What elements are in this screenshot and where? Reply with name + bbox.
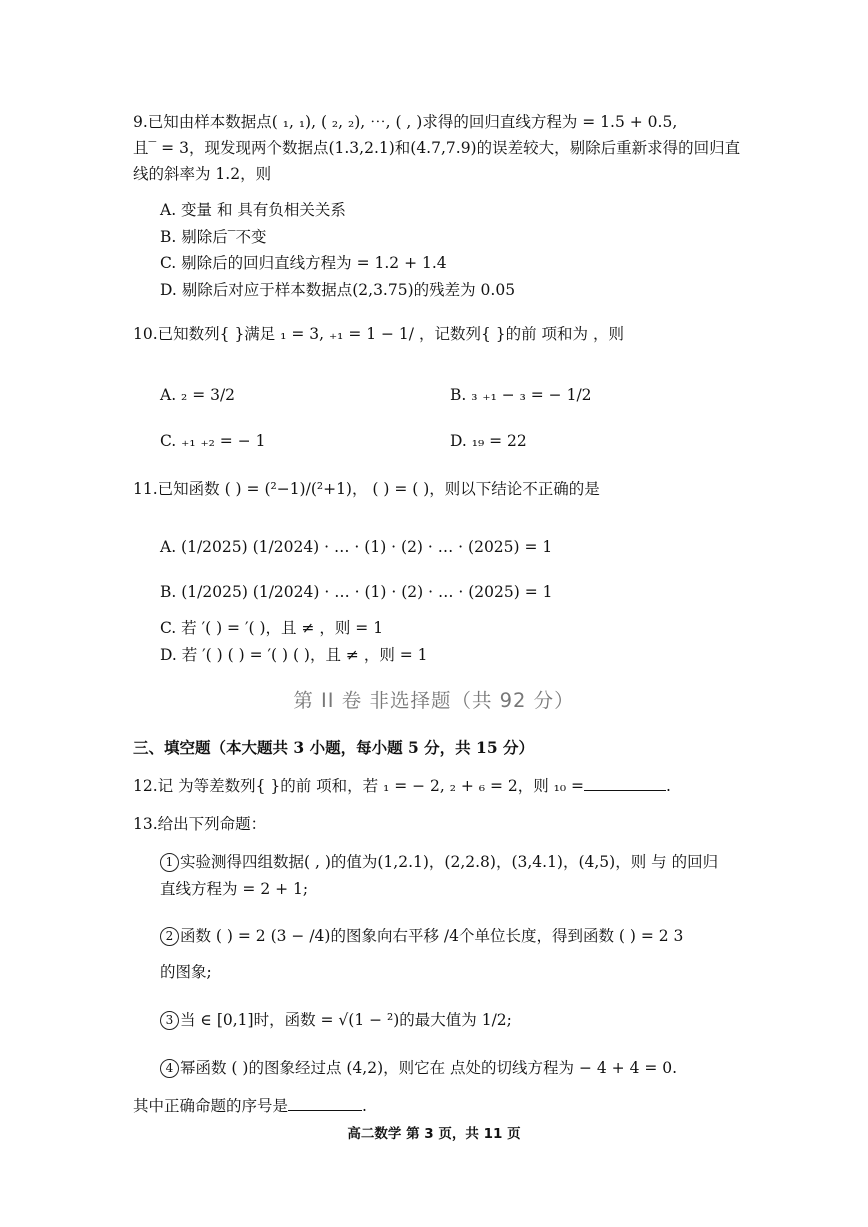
circled-number-4: 4 (160, 1059, 179, 1078)
q13-answer-blank[interactable] (288, 1096, 362, 1111)
q10-option-b: B. ₃ ₊₁ − ₃ = − 1/2 (450, 386, 592, 404)
q13-item1-line2: 直线方程为 = 2 + 1; (160, 880, 309, 898)
q12-text: 12.记 为等差数列{ }的前 项和，若 ₁ = − 2, ₂ + ₆ = 2，则 ₁₀ = (133, 777, 585, 795)
q13-item1-line1 (160, 852, 718, 872)
q11-option-d: D. 若 ′( ) ( ) = ′( ) ( )，且 ≠ ，则 = 1 (160, 646, 428, 664)
q12-end: . (666, 777, 671, 795)
q13-item2-text: 函数 ( ) = 2 (3 − /4)的图象向右平移 /4个单位长度，得到函数 ( ) = 2 3 (180, 927, 684, 945)
page-footer: 高二数学 第 3 页，共 11 页 (347, 1126, 521, 1142)
q9-line2: 且‾ = 3，现发现两个数据点(1.3,2.1)和(4.7,7.9)的误差较大，剔除后重新求得的回归直 (133, 139, 741, 157)
q13-item3-text: 当 ∈ [0,1]时，函数 = √(1 − ²)的最大值为 1/2; (180, 1011, 512, 1029)
circled-number-2: 2 (160, 927, 179, 946)
q13-item1-text: 实验测得四组数据( , )的值为(1,2.1)，(2,2.8)，(3,4.1)，(4,5)，则 与 的回归 (180, 853, 719, 871)
q11-stem: 11.已知函数 ( ) = (²−1)/(²+1)， ( ) = ( )，则以下结论不正确的是 (133, 480, 600, 498)
q10-option-c: C. ₊₁ ₊₂ = − 1 (160, 432, 266, 450)
q13-item2-line2: 的图象; (160, 963, 212, 981)
q13-item4 (160, 1058, 677, 1078)
q13-conclusion-text: 其中正确命题的序号是 (133, 1097, 289, 1115)
q13-conclusion (133, 1096, 367, 1116)
q11-option-b: B. (1/2025) (1/2024) · … · (1) · (2) · … · (2025) = 1 (160, 583, 553, 601)
q9-line3: 线的斜率为 1.2，则 (133, 165, 272, 183)
q13-end: . (362, 1097, 367, 1115)
q10-option-d: D. ₁₉ = 22 (450, 432, 527, 450)
circled-number-1: 1 (160, 853, 179, 872)
q13-item4-text: 幂函数 ( )的图象经过点 (4,2)，则它在 点处的切线方程为 − 4 + 4 = 0. (180, 1059, 678, 1077)
q9-option-d: D. 剔除后对应于样本数据点(2,3.75)的残差为 0.05 (160, 281, 516, 299)
q13-item3 (160, 1010, 512, 1030)
q9-line1: 9.已知由样本数据点( ₁, ₁), ( ₂, ₂), ⋯, ( , )求得的回归直线方程为 = 1.5 + 0.5, (133, 113, 678, 131)
q11-option-c: C. 若 ′( ) = ′( )，且 ≠ ，则 = 1 (160, 619, 384, 637)
q9-option-b: B. 剔除后‾不变 (160, 228, 267, 246)
circled-number-3: 3 (160, 1011, 179, 1030)
q10-option-a: A. ₂ = 3/2 (160, 386, 236, 404)
q13-item2-line1 (160, 926, 683, 946)
q12-answer-blank[interactable] (584, 776, 666, 791)
section-title: 第 II 卷 非选择题（共 92 分） (293, 689, 575, 712)
part3-heading: 三、填空题（本大题共 3 小题，每小题 5 分，共 15 分） (133, 738, 535, 757)
q9-option-c: C. 剔除后的回归直线方程为 = 1.2 + 1.4 (160, 254, 447, 272)
q11-option-a: A. (1/2025) (1/2024) · … · (1) · (2) · … · (2025) = 1 (160, 538, 553, 556)
q9-option-a: A. 变量 和 具有负相关关系 (160, 201, 346, 219)
q12-line (133, 776, 671, 796)
q10-stem: 10.已知数列{ }满足 ₁ = 3, ₊₁ = 1 − 1/ ，记数列{ }的前 项和为 ，则 (133, 325, 624, 343)
q13-stem: 13.给出下列命题： (133, 815, 267, 833)
